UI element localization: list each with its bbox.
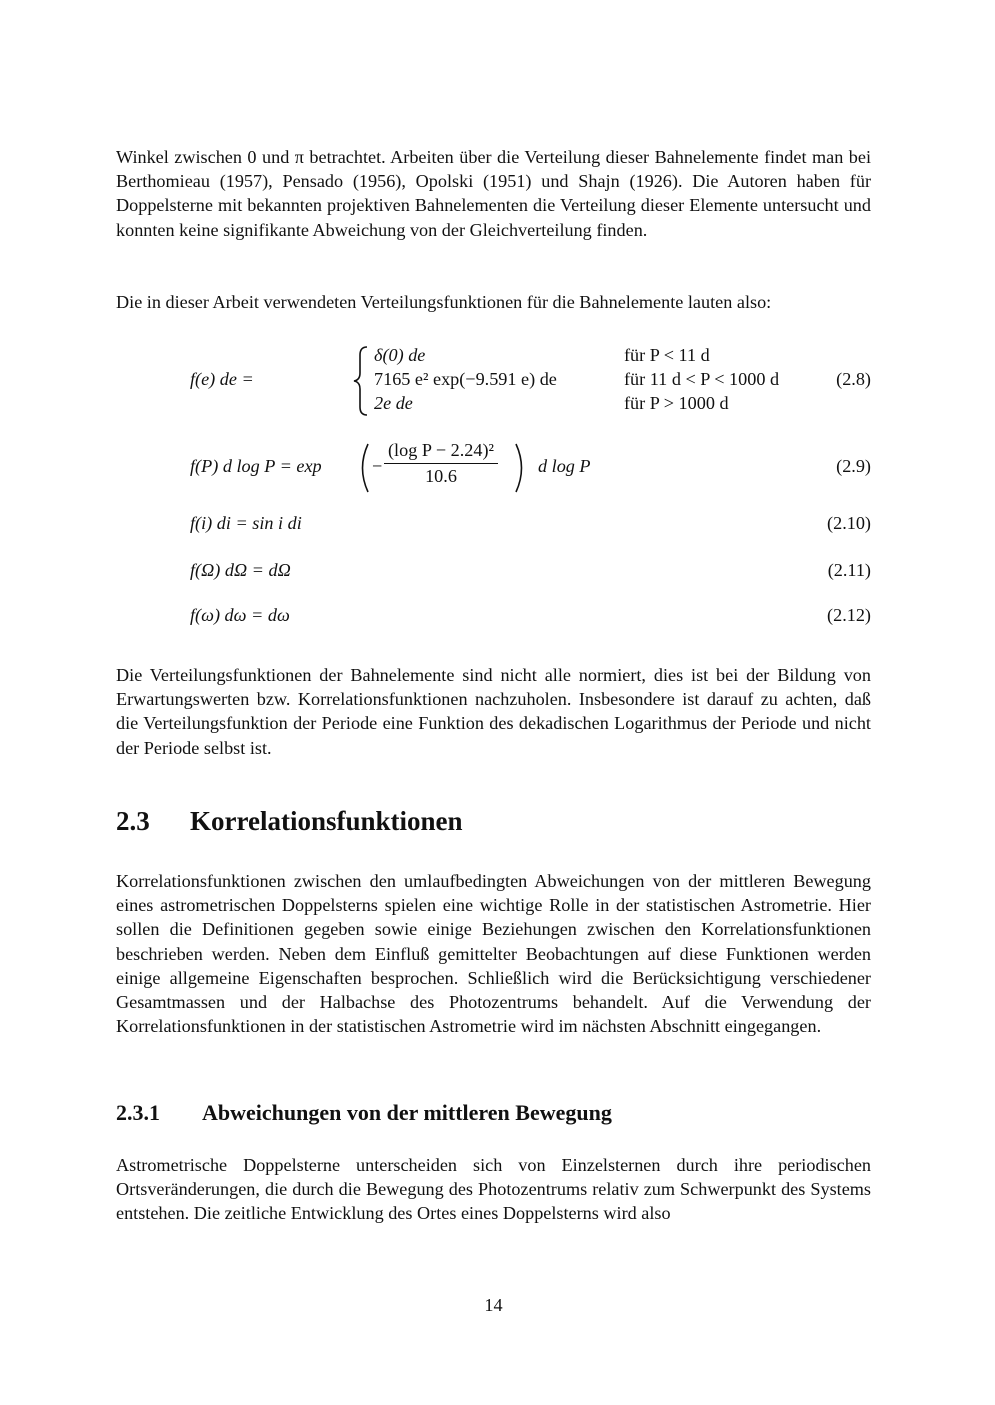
paragraph-astrometric: Astrometrische Doppelsterne unterscheiden sich von Einzelsternen durch ihre periodischen Ortsveränderungen, die durch die Bewegung des Photozentrums relativ zum Schwerpunkt des Systems entstehen. Die zeitliche Entwicklung des Ortes eines Doppelsterns wird also (116, 1155, 871, 1224)
subsection-number: 2.3.1 (116, 1100, 160, 1125)
equation-2-8-lhs: f(e) de = (190, 369, 254, 389)
paragraph-intro: Winkel zwischen 0 und π betrachtet. Arbeiten über die Verteilung dieser Bahnelemente findet man bei Berthomieau (1957), Pensado (1956), Opolski (1951) und Shajn (1926). Die Autoren haben für Doppelsterne mit bekannten projektiven Bahnelementen die Verteilung dieser Elemente untersucht und konnten keine signifikante Abweichung von der Gleichverteilung finden. (116, 147, 871, 240)
equation-2-8 (190, 345, 871, 417)
page-number: 14 (484, 1295, 503, 1315)
left-paren-icon (354, 442, 372, 494)
fraction-numerator: (log P − 2.24)² (384, 440, 498, 464)
paragraph-distribution-lead: Die in dieser Arbeit verwendeten Verteilungsfunktionen für die Bahnelemente lauten also: (116, 292, 772, 312)
page (116, 0, 871, 1405)
case-3-expr: 2e de (374, 393, 413, 413)
paragraph-normalization: Die Verteilungsfunktionen der Bahnelemente sind nicht alle normiert, dies ist bei der Bildung von Erwartungswerten bzw. Korrelationsfunktionen nachzuholen. Insbesondere ist darauf zu achten, daß die Verteilungsfunktion der Periode eine Funktion des dekadischen Logarithmus der Periode und nicht der Periode selbst ist. (116, 665, 871, 758)
equation-number: (2.10) (827, 513, 871, 533)
case-2-condition: für 11 d < P < 1000 d (624, 369, 780, 389)
equation-2-9-lhs (190, 456, 322, 477)
subsection-title: Abweichungen von der mittleren Bewegung (202, 1100, 612, 1125)
equation-2-9-rhs: d log P (538, 456, 591, 476)
equation-2-12 (116, 605, 871, 635)
subsection-heading (116, 1100, 612, 1126)
fraction (384, 440, 498, 487)
equation-number: (2.9) (836, 456, 871, 476)
equation-number: (2.12) (827, 605, 871, 625)
equation-number: (2.8) (836, 369, 871, 389)
equation-number: (2.11) (827, 560, 871, 580)
section-title: Korrelationsfunktionen (190, 806, 463, 836)
case-3-condition: für P > 1000 d (624, 393, 729, 413)
equation-2-10-text: f(i) di = sin i di (190, 513, 302, 533)
case-1-condition: für P < 11 d (624, 345, 710, 365)
left-brace-icon (352, 345, 370, 417)
minus-sign: − (372, 456, 383, 476)
equation-2-9 (116, 438, 871, 498)
fraction-denominator: 10.6 (425, 466, 457, 486)
equation-2-9-lhs-text: f(P) d log P = exp (190, 456, 322, 476)
equation-2-10 (116, 513, 871, 543)
paragraph-correlation: Korrelationsfunktionen zwischen den umlaufbedingten Abweichungen von der mittleren Bewegung eines astrometrischen Doppelsterns spielen eine wichtige Rolle in der statistischen Astrometrie. Hier sollen die Definitionen gegeben sowie einige Beziehungen zwischen den Korrelationsfunktionen beschrieben werden. Neben dem Einfluß gemittelter Beobachtungen auf diese Funktionen werden einige allgemeine Eigenschaften besprochen. Schließlich wird die Berücksichtigung verschiedener Gesamtmassen und der Halbachse des Photozentrums behandelt. Auf die Verwendung der Korrelationsfunktionen in der statistischen Astrometrie wird im nächsten Abschnitt eingegangen. (116, 871, 871, 1037)
case-1-expr: δ(0) de (374, 345, 426, 365)
section-heading (116, 806, 463, 837)
equation-2-12-text: f(ω) dω = dω (190, 605, 290, 625)
right-paren-icon (512, 442, 530, 494)
equation-2-11-text: f(Ω) dΩ = dΩ (190, 560, 291, 580)
case-2-expr: 7165 e² exp(−9.591 e) de (374, 369, 557, 389)
section-number: 2.3 (116, 806, 150, 836)
equation-2-11 (116, 560, 871, 590)
